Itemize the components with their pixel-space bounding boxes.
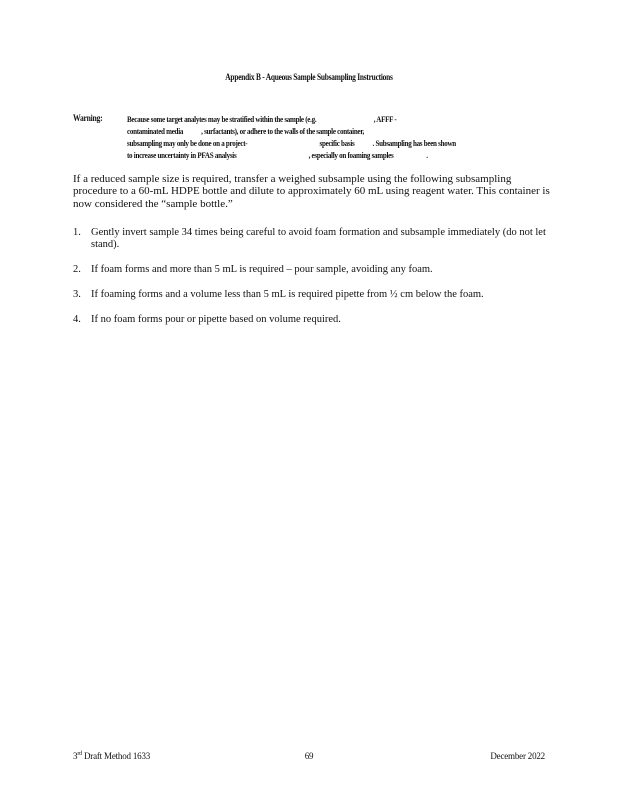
footer-ordinal-suffix: rd	[77, 751, 82, 757]
warning-line	[127, 149, 455, 161]
step-text: If foam forms and more than 5 mL is required – pour sample, avoiding any foam.	[91, 264, 433, 275]
step-number: 4.	[73, 314, 81, 325]
warning-label: Warning:	[73, 113, 103, 123]
list-item	[73, 227, 563, 251]
warning-segment: to increase uncertainty in PFAS analysis	[127, 150, 237, 160]
list-item	[73, 314, 563, 326]
appendix-title: Appendix B - Aqueous Sample Subsampling Instructions	[225, 73, 393, 83]
warning-line	[127, 137, 455, 149]
footer-date: December 2022	[490, 751, 545, 761]
warning-segment: contaminated media	[127, 126, 184, 136]
warning-segment: . Subsampling has been shown	[372, 138, 456, 148]
footer-page-number: 69	[304, 751, 314, 761]
step-number: 2.	[73, 264, 81, 275]
list-item	[73, 264, 563, 276]
step-text: Gently invert sample 34 times being careful to avoid foam formation and subsample immediately (do not let stand).	[91, 227, 546, 250]
warning-segment: , AFFF -	[373, 114, 397, 124]
footer-ordinal: 3	[73, 751, 78, 761]
warning-segment: Because some target analytes may be stratified within the sample (e.g.	[127, 114, 317, 124]
warning-segment: .	[426, 150, 428, 160]
warning-segment: , surfactants), or adhere to the walls of the sample container,	[201, 126, 364, 136]
warning-text	[127, 113, 527, 161]
list-item	[73, 289, 563, 301]
step-number: 1.	[73, 227, 81, 238]
warning-line	[127, 113, 455, 125]
warning-segment: subsampling may only be done on a project-	[127, 138, 248, 148]
warning-line	[127, 125, 455, 137]
step-text: If no foam forms pour or pipette based on volume required.	[91, 314, 341, 325]
step-text: If foaming forms and a volume less than 5 mL is required pipette from ½ cm below the foam.	[91, 289, 484, 300]
footer-method-name: Draft Method 1633	[81, 751, 151, 761]
warning-segment: , especially on foaming samples	[308, 150, 394, 160]
intro-paragraph: If a reduced sample size is required, transfer a weighed subsample using the following subsampling procedure to a 60-mL HDPE bottle and dilute to approximately 60 mL using reagent water. This container is now considered the “sample bottle.”	[73, 173, 550, 210]
step-number: 3.	[73, 289, 81, 300]
subsampling-steps	[73, 227, 563, 339]
warning-segment: specific basis	[319, 138, 355, 148]
